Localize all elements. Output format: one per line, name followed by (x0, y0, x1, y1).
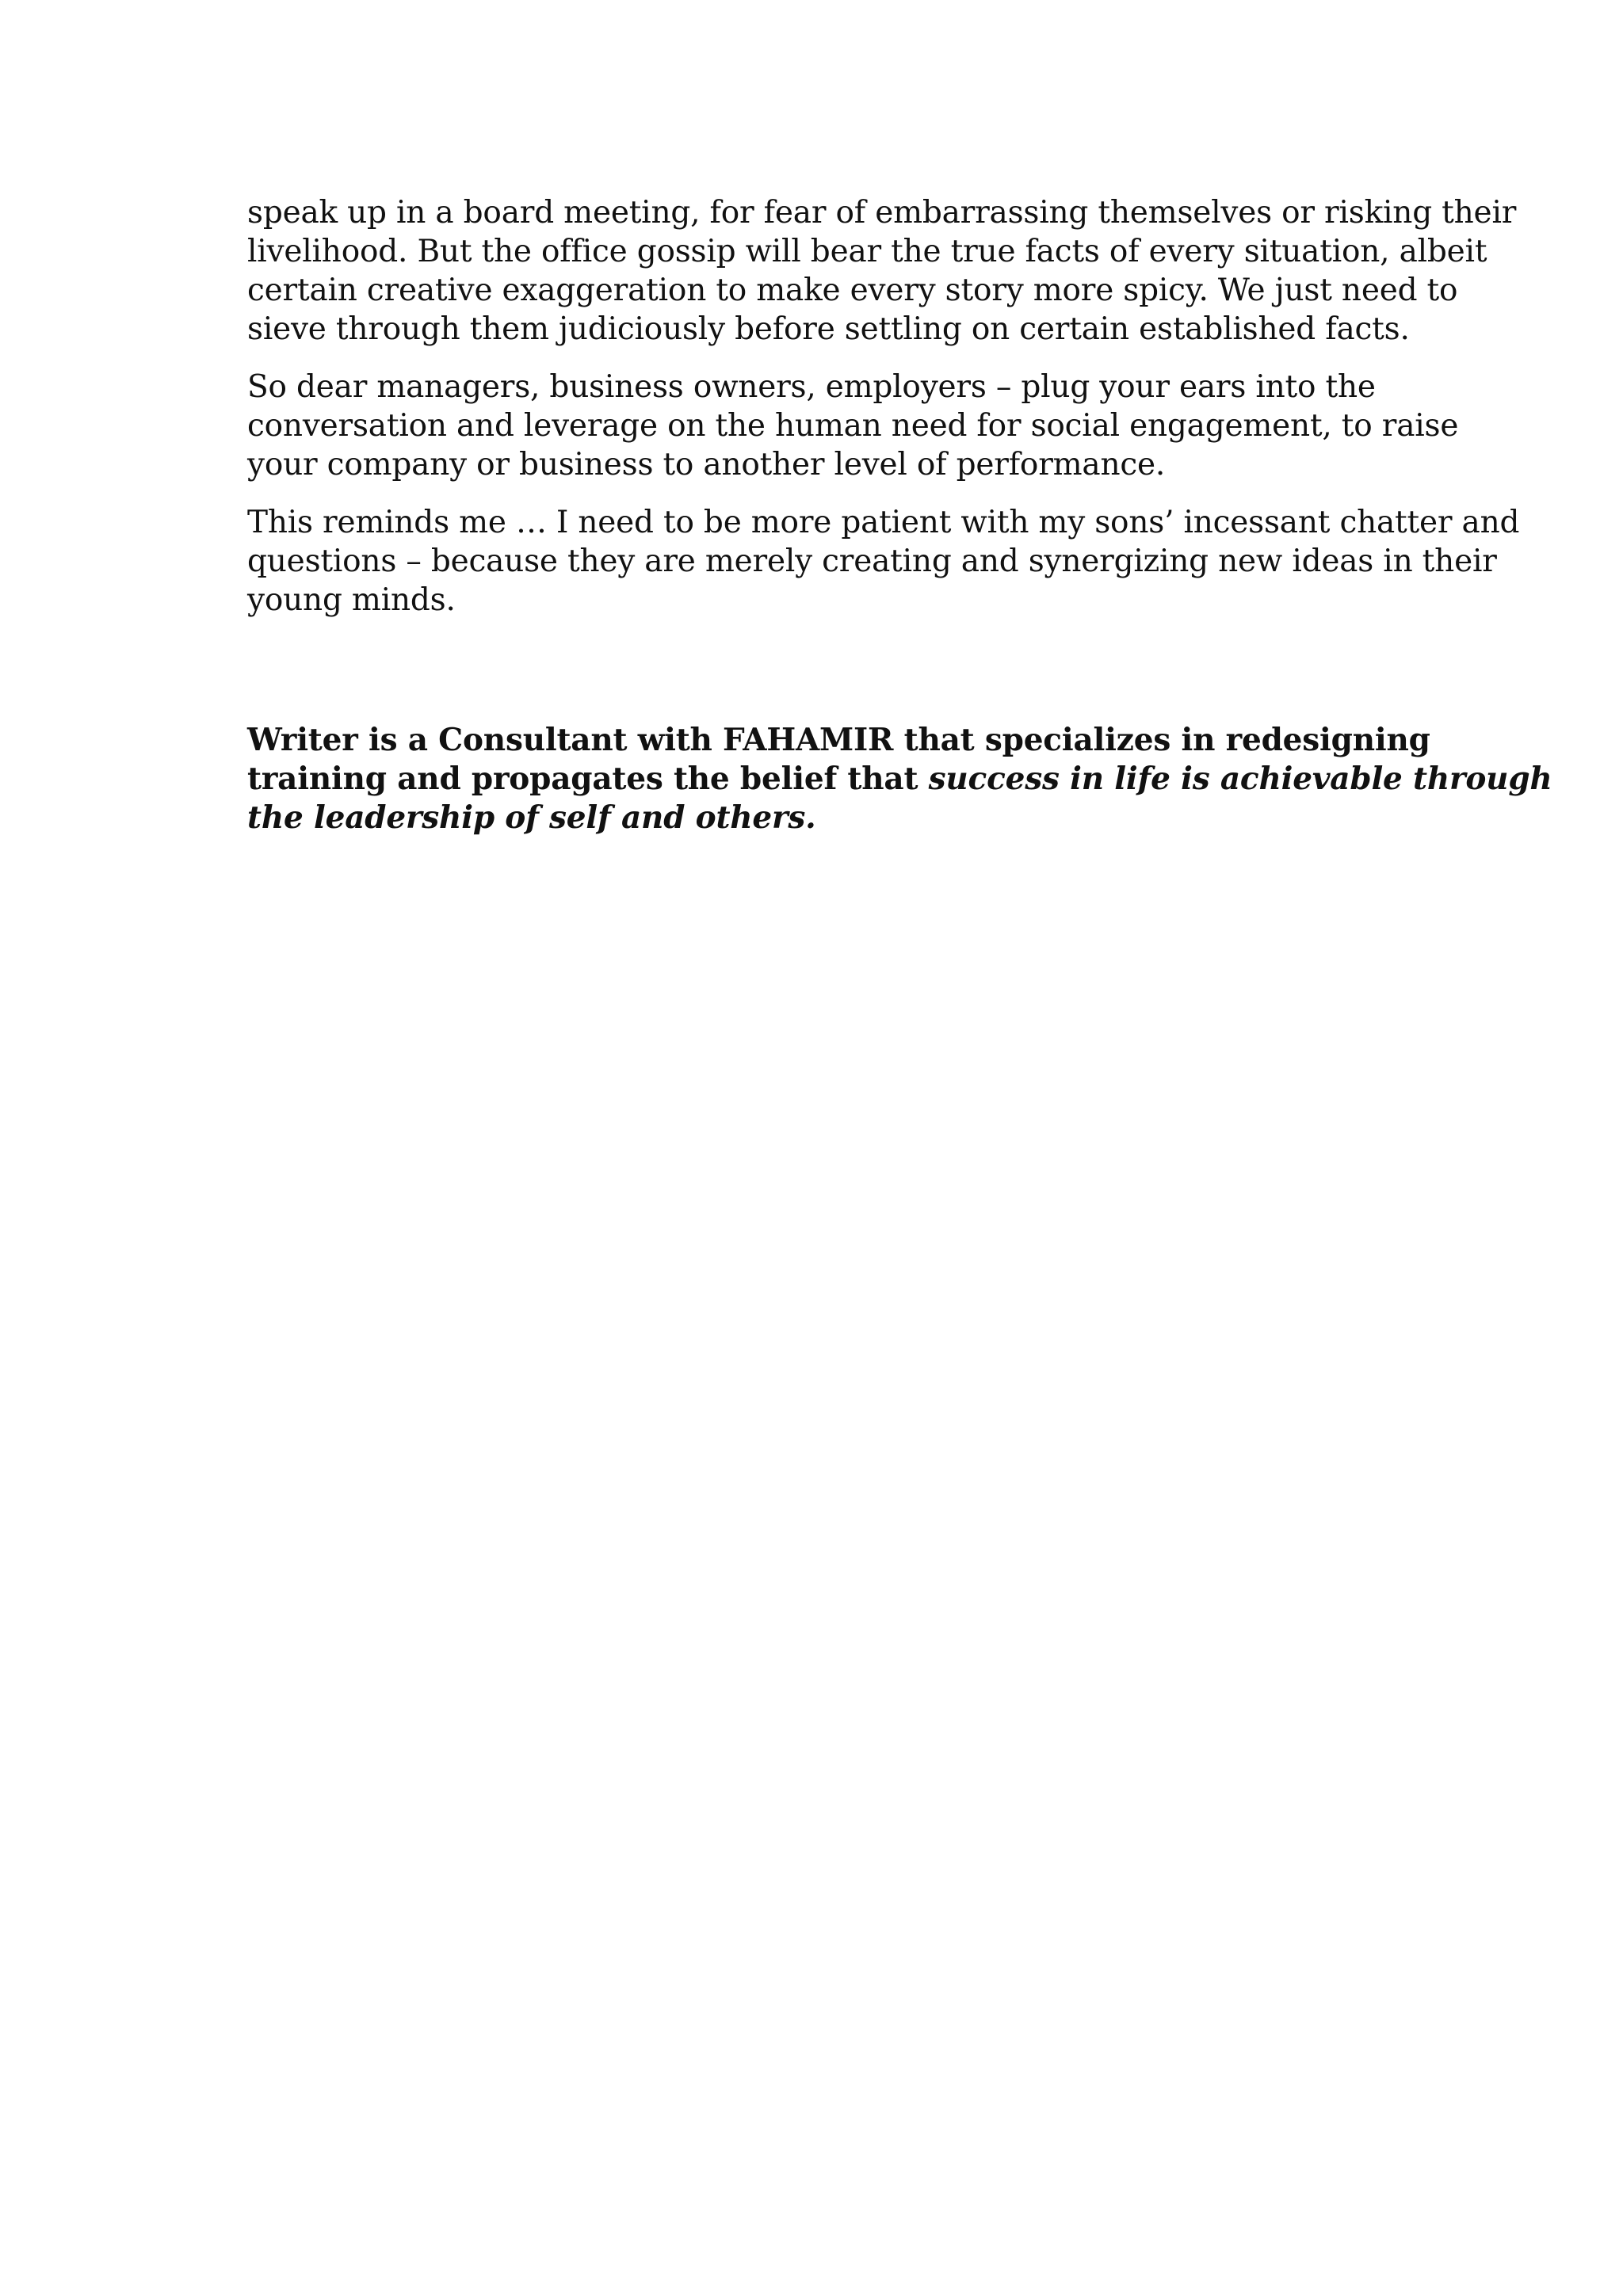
section-spacer (247, 639, 1404, 721)
document-body (247, 193, 1552, 837)
text-line: livelihood. But the office gossip will bear the true facts of every situation, albeit (247, 234, 1487, 269)
paragraph-dear-managers (247, 368, 1459, 484)
text-line: questions – because they are merely creating and synergizing new ideas in their (247, 543, 1497, 579)
paragraph-reminds-me (247, 503, 1520, 620)
paragraph-board-meeting (247, 193, 1517, 349)
text-line: young minds. (247, 582, 456, 618)
text-line: speak up in a board meeting, for fear of embarrassing themselves or risking their (247, 195, 1517, 231)
bio-line (247, 760, 1552, 799)
bio-line (247, 799, 1404, 837)
text-line: So dear managers, business owners, employers – plug your ears into the (247, 369, 1376, 405)
author-bio (247, 721, 1552, 837)
text-line: sieve through them judiciously before settling on certain established facts. (247, 311, 1410, 347)
text-line: This reminds me … I need to be more patient with my sons’ incessant chatter and (247, 505, 1520, 540)
bio-emphasis: the leadership of self and others. (247, 799, 816, 836)
text-line: conversation and leverage on the human need for social engagement, to raise (247, 408, 1459, 444)
bio-line: Writer is a Consultant with FAHAMIR that specializes in redesigning (247, 722, 1430, 758)
bio-text: training and propagates the belief that (247, 761, 929, 797)
text-line: your company or business to another level of performance. (247, 447, 1166, 482)
text-line: certain creative exaggeration to make every story more spicy. We just need to (247, 273, 1458, 308)
bio-emphasis: success in life is achievable through (928, 761, 1552, 797)
